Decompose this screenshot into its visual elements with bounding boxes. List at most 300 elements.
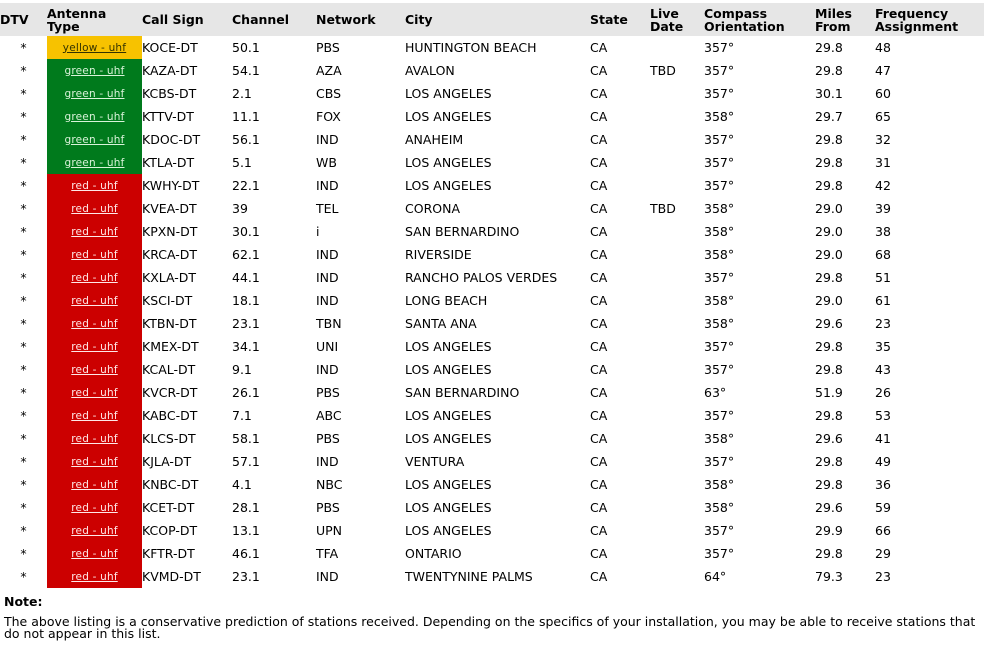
cell-network: IND <box>316 454 339 469</box>
cell-compass-orientation: 357° <box>704 40 735 55</box>
cell-antenna-type <box>47 59 142 82</box>
cell-antenna-type <box>47 565 142 588</box>
cell-live-date <box>650 174 704 197</box>
stations-table <box>0 3 984 588</box>
cell-miles-from: 79.3 <box>815 569 843 584</box>
cell-dtv: * <box>20 201 27 216</box>
table-row <box>0 174 984 197</box>
cell-call-sign: KCAL-DT <box>142 362 196 377</box>
cell-live-date <box>650 473 704 496</box>
cell-live-date <box>650 220 704 243</box>
cell-call-sign: KTBN-DT <box>142 316 197 331</box>
cell-channel: 54.1 <box>232 63 260 78</box>
cell-channel: 57.1 <box>232 454 260 469</box>
cell-city: SAN BERNARDINO <box>405 224 520 239</box>
cell-antenna-type <box>47 105 142 128</box>
cell-frequency-assignment: 23 <box>875 569 891 584</box>
cell-live-date <box>650 542 704 565</box>
cell-antenna-type <box>47 381 142 404</box>
antenna-type-link[interactable]: red - uhf <box>71 547 118 560</box>
cell-network: TBN <box>316 316 342 331</box>
cell-state: CA <box>590 40 608 55</box>
cell-network: FOX <box>316 109 341 124</box>
cell-antenna-type <box>47 151 142 174</box>
table-row <box>0 519 984 542</box>
cell-live-date <box>650 105 704 128</box>
cell-network: TEL <box>316 201 339 216</box>
cell-network: AZA <box>316 63 342 78</box>
cell-state: CA <box>590 454 608 469</box>
cell-dtv: * <box>20 362 27 377</box>
cell-state: CA <box>590 63 608 78</box>
header-state: State <box>590 3 650 36</box>
cell-call-sign: KCET-DT <box>142 500 195 515</box>
cell-channel: 56.1 <box>232 132 260 147</box>
cell-frequency-assignment: 32 <box>875 132 891 147</box>
header-network: Network <box>316 3 405 36</box>
table-row <box>0 36 984 59</box>
cell-live-date <box>650 496 704 519</box>
antenna-type-link[interactable]: red - uhf <box>71 294 118 307</box>
antenna-type-link[interactable]: green - uhf <box>64 156 125 169</box>
cell-state: CA <box>590 178 608 193</box>
cell-frequency-assignment: 61 <box>875 293 891 308</box>
cell-frequency-assignment: 39 <box>875 201 891 216</box>
cell-channel: 39 <box>232 201 248 216</box>
cell-compass-orientation: 357° <box>704 155 735 170</box>
cell-antenna-type <box>47 312 142 335</box>
antenna-type-link[interactable]: green - uhf <box>64 87 125 100</box>
cell-channel: 18.1 <box>232 293 260 308</box>
table-row <box>0 404 984 427</box>
header-miles-from: Miles From <box>815 3 875 36</box>
table-row <box>0 496 984 519</box>
cell-frequency-assignment: 59 <box>875 500 891 515</box>
cell-compass-orientation: 358° <box>704 431 735 446</box>
cell-state: CA <box>590 431 608 446</box>
header-row <box>0 3 984 36</box>
table-row <box>0 312 984 335</box>
cell-live-date <box>650 243 704 266</box>
cell-miles-from: 29.0 <box>815 224 843 239</box>
cell-frequency-assignment: 68 <box>875 247 891 262</box>
header-antenna-type: Antenna Type <box>47 3 142 36</box>
cell-call-sign: KAZA-DT <box>142 63 198 78</box>
cell-channel: 4.1 <box>232 477 252 492</box>
cell-frequency-assignment: 23 <box>875 316 891 331</box>
cell-dtv: * <box>20 569 27 584</box>
cell-channel: 34.1 <box>232 339 260 354</box>
table-row <box>0 542 984 565</box>
cell-state: CA <box>590 362 608 377</box>
cell-network: IND <box>316 270 339 285</box>
cell-dtv: * <box>20 63 27 78</box>
cell-frequency-assignment: 49 <box>875 454 891 469</box>
cell-call-sign: KCBS-DT <box>142 86 197 101</box>
cell-city: RIVERSIDE <box>405 247 472 262</box>
cell-frequency-assignment: 65 <box>875 109 891 124</box>
header-dtv: DTV <box>0 3 47 36</box>
cell-antenna-type <box>47 82 142 105</box>
header-city: City <box>405 3 590 36</box>
antenna-type-link[interactable]: red - uhf <box>71 478 118 491</box>
cell-miles-from: 29.8 <box>815 546 843 561</box>
antenna-type-link[interactable]: green - uhf <box>64 110 125 123</box>
cell-state: CA <box>590 316 608 331</box>
cell-network: NBC <box>316 477 343 492</box>
cell-miles-from: 29.8 <box>815 477 843 492</box>
cell-network: CBS <box>316 86 342 101</box>
cell-dtv: * <box>20 408 27 423</box>
cell-network: i <box>316 224 320 239</box>
cell-network: IND <box>316 569 339 584</box>
cell-dtv: * <box>20 431 27 446</box>
cell-miles-from: 29.6 <box>815 431 843 446</box>
antenna-type-link[interactable]: red - uhf <box>71 524 118 537</box>
cell-dtv: * <box>20 247 27 262</box>
cell-city: LOS ANGELES <box>405 109 492 124</box>
cell-live-date <box>650 82 704 105</box>
cell-network: IND <box>316 178 339 193</box>
antenna-type-link[interactable]: red - uhf <box>71 179 118 192</box>
cell-miles-from: 29.8 <box>815 132 843 147</box>
cell-dtv: * <box>20 224 27 239</box>
cell-live-date <box>650 36 704 59</box>
cell-dtv: * <box>20 293 27 308</box>
antenna-type-link[interactable]: red - uhf <box>71 386 118 399</box>
cell-call-sign: KPXN-DT <box>142 224 198 239</box>
cell-compass-orientation: 358° <box>704 224 735 239</box>
cell-miles-from: 29.0 <box>815 201 843 216</box>
cell-network: UPN <box>316 523 343 538</box>
table-row <box>0 82 984 105</box>
station-rows <box>0 36 984 588</box>
cell-city: LONG BEACH <box>405 293 488 308</box>
cell-city: LOS ANGELES <box>405 477 492 492</box>
cell-compass-orientation: 358° <box>704 500 735 515</box>
cell-city: LOS ANGELES <box>405 362 492 377</box>
cell-compass-orientation: 358° <box>704 201 735 216</box>
cell-frequency-assignment: 38 <box>875 224 891 239</box>
cell-call-sign: KTTV-DT <box>142 109 194 124</box>
antenna-type-link[interactable]: red - uhf <box>71 501 118 514</box>
cell-call-sign: KVMD-DT <box>142 569 201 584</box>
cell-miles-from: 29.8 <box>815 362 843 377</box>
cell-call-sign: KMEX-DT <box>142 339 199 354</box>
cell-call-sign: KCOP-DT <box>142 523 198 538</box>
cell-city: RANCHO PALOS VERDES <box>405 270 558 285</box>
cell-network: IND <box>316 293 339 308</box>
cell-antenna-type <box>47 450 142 473</box>
cell-miles-from: 29.8 <box>815 40 843 55</box>
cell-state: CA <box>590 477 608 492</box>
note-heading: Note: <box>4 594 43 609</box>
table-row <box>0 473 984 496</box>
cell-dtv: * <box>20 155 27 170</box>
cell-dtv: * <box>20 270 27 285</box>
cell-city: SANTA ANA <box>405 316 477 331</box>
antenna-type-link[interactable]: yellow - uhf <box>62 41 127 54</box>
cell-call-sign: KDOC-DT <box>142 132 201 147</box>
cell-network: IND <box>316 247 339 262</box>
cell-dtv: * <box>20 316 27 331</box>
cell-call-sign: KVCR-DT <box>142 385 198 400</box>
cell-channel: 26.1 <box>232 385 260 400</box>
cell-call-sign: KWHY-DT <box>142 178 200 193</box>
cell-antenna-type <box>47 289 142 312</box>
cell-state: CA <box>590 523 608 538</box>
cell-channel: 50.1 <box>232 40 260 55</box>
antenna-type-link[interactable]: green - uhf <box>64 64 125 77</box>
cell-state: CA <box>590 569 608 584</box>
cell-state: CA <box>590 270 608 285</box>
antenna-type-link[interactable]: red - uhf <box>71 363 118 376</box>
cell-antenna-type <box>47 496 142 519</box>
cell-antenna-type <box>47 519 142 542</box>
cell-state: CA <box>590 224 608 239</box>
antenna-type-link[interactable]: red - uhf <box>71 340 118 353</box>
cell-live-date <box>650 565 704 588</box>
cell-network: ABC <box>316 408 342 423</box>
cell-channel: 28.1 <box>232 500 260 515</box>
cell-call-sign: KABC-DT <box>142 408 198 423</box>
cell-state: CA <box>590 500 608 515</box>
cell-channel: 11.1 <box>232 109 260 124</box>
cell-live-date <box>650 358 704 381</box>
cell-compass-orientation: 358° <box>704 109 735 124</box>
cell-frequency-assignment: 43 <box>875 362 891 377</box>
cell-compass-orientation: 358° <box>704 293 735 308</box>
cell-miles-from: 29.8 <box>815 454 843 469</box>
header-live-date: Live Date <box>650 3 704 36</box>
header-compass-orientation: Compass Orientation <box>704 3 815 36</box>
cell-antenna-type <box>47 473 142 496</box>
cell-miles-from: 29.8 <box>815 178 843 193</box>
cell-city: AVALON <box>405 63 455 78</box>
cell-city: CORONA <box>405 201 460 216</box>
cell-frequency-assignment: 53 <box>875 408 891 423</box>
cell-compass-orientation: 64° <box>704 569 727 584</box>
cell-antenna-type <box>47 335 142 358</box>
cell-network: PBS <box>316 431 340 446</box>
cell-state: CA <box>590 201 608 216</box>
cell-live-date: TBD <box>650 63 676 78</box>
cell-city: VENTURA <box>405 454 465 469</box>
cell-live-date <box>650 289 704 312</box>
cell-network: IND <box>316 132 339 147</box>
cell-miles-from: 30.1 <box>815 86 843 101</box>
cell-state: CA <box>590 339 608 354</box>
antenna-type-link[interactable]: red - uhf <box>71 432 118 445</box>
cell-compass-orientation: 357° <box>704 408 735 423</box>
cell-network: PBS <box>316 40 340 55</box>
header-frequency-assignment: Frequency Assignment <box>875 3 984 36</box>
cell-dtv: * <box>20 86 27 101</box>
cell-antenna-type <box>47 128 142 151</box>
cell-call-sign: KXLA-DT <box>142 270 197 285</box>
cell-channel: 23.1 <box>232 569 260 584</box>
cell-antenna-type <box>47 36 142 59</box>
table-row <box>0 358 984 381</box>
table-row <box>0 59 984 82</box>
antenna-type-link[interactable]: red - uhf <box>71 317 118 330</box>
cell-call-sign: KOCE-DT <box>142 40 198 55</box>
cell-miles-from: 29.6 <box>815 316 843 331</box>
cell-live-date <box>650 151 704 174</box>
cell-state: CA <box>590 247 608 262</box>
cell-channel: 22.1 <box>232 178 260 193</box>
cell-compass-orientation: 357° <box>704 339 735 354</box>
antenna-type-link[interactable]: red - uhf <box>71 202 118 215</box>
cell-frequency-assignment: 47 <box>875 63 891 78</box>
cell-miles-from: 29.9 <box>815 523 843 538</box>
cell-city: LOS ANGELES <box>405 178 492 193</box>
cell-channel: 5.1 <box>232 155 252 170</box>
cell-frequency-assignment: 36 <box>875 477 891 492</box>
cell-live-date <box>650 381 704 404</box>
cell-city: LOS ANGELES <box>405 431 492 446</box>
cell-city: HUNTINGTON BEACH <box>405 40 537 55</box>
cell-frequency-assignment: 26 <box>875 385 891 400</box>
cell-miles-from: 29.0 <box>815 293 843 308</box>
cell-antenna-type <box>47 427 142 450</box>
cell-antenna-type <box>47 266 142 289</box>
cell-state: CA <box>590 109 608 124</box>
cell-frequency-assignment: 35 <box>875 339 891 354</box>
table-row <box>0 450 984 473</box>
cell-city: LOS ANGELES <box>405 155 492 170</box>
note-text: The above listing is a conservative prediction of stations received. Depending on the specifics of your installation, you may be able to receive stations that do not appear in this list. <box>4 614 976 641</box>
cell-city: LOS ANGELES <box>405 86 492 101</box>
cell-city: ANAHEIM <box>405 132 464 147</box>
cell-live-date <box>650 427 704 450</box>
cell-dtv: * <box>20 477 27 492</box>
cell-antenna-type <box>47 542 142 565</box>
cell-state: CA <box>590 408 608 423</box>
cell-miles-from: 29.7 <box>815 109 843 124</box>
cell-city: LOS ANGELES <box>405 500 492 515</box>
cell-compass-orientation: 357° <box>704 546 735 561</box>
cell-channel: 7.1 <box>232 408 252 423</box>
cell-state: CA <box>590 132 608 147</box>
cell-channel: 13.1 <box>232 523 260 538</box>
cell-miles-from: 29.8 <box>815 63 843 78</box>
cell-frequency-assignment: 66 <box>875 523 891 538</box>
cell-frequency-assignment: 48 <box>875 40 891 55</box>
cell-miles-from: 51.9 <box>815 385 843 400</box>
cell-live-date <box>650 266 704 289</box>
cell-miles-from: 29.8 <box>815 408 843 423</box>
cell-frequency-assignment: 31 <box>875 155 891 170</box>
cell-state: CA <box>590 86 608 101</box>
cell-city: TWENTYNINE PALMS <box>405 569 533 584</box>
cell-live-date <box>650 335 704 358</box>
table-row <box>0 151 984 174</box>
cell-dtv: * <box>20 500 27 515</box>
cell-dtv: * <box>20 132 27 147</box>
cell-dtv: * <box>20 385 27 400</box>
cell-live-date <box>650 519 704 542</box>
cell-dtv: * <box>20 40 27 55</box>
cell-call-sign: KRCA-DT <box>142 247 198 262</box>
cell-city: ONTARIO <box>405 546 462 561</box>
header-channel: Channel <box>232 3 316 36</box>
cell-compass-orientation: 357° <box>704 86 735 101</box>
antenna-type-link[interactable]: red - uhf <box>71 570 118 583</box>
cell-call-sign: KSCI-DT <box>142 293 193 308</box>
cell-state: CA <box>590 155 608 170</box>
table-row <box>0 289 984 312</box>
cell-antenna-type <box>47 197 142 220</box>
cell-antenna-type <box>47 358 142 381</box>
cell-city: SAN BERNARDINO <box>405 385 520 400</box>
cell-channel: 23.1 <box>232 316 260 331</box>
cell-channel: 9.1 <box>232 362 252 377</box>
cell-network: PBS <box>316 500 340 515</box>
cell-call-sign: KJLA-DT <box>142 454 192 469</box>
cell-frequency-assignment: 41 <box>875 431 891 446</box>
antenna-type-link[interactable]: red - uhf <box>71 225 118 238</box>
cell-state: CA <box>590 385 608 400</box>
header-call-sign: Call Sign <box>142 3 232 36</box>
cell-frequency-assignment: 42 <box>875 178 891 193</box>
cell-state: CA <box>590 293 608 308</box>
antenna-type-link[interactable]: red - uhf <box>71 455 118 468</box>
table-row <box>0 381 984 404</box>
cell-dtv: * <box>20 454 27 469</box>
antenna-type-link[interactable]: green - uhf <box>64 133 125 146</box>
cell-frequency-assignment: 51 <box>875 270 891 285</box>
cell-live-date <box>650 404 704 427</box>
cell-channel: 30.1 <box>232 224 260 239</box>
cell-compass-orientation: 357° <box>704 362 735 377</box>
cell-compass-orientation: 358° <box>704 477 735 492</box>
cell-compass-orientation: 357° <box>704 63 735 78</box>
cell-dtv: * <box>20 109 27 124</box>
antenna-type-link[interactable]: red - uhf <box>71 248 118 261</box>
table-row <box>0 243 984 266</box>
cell-compass-orientation: 357° <box>704 178 735 193</box>
cell-call-sign: KNBC-DT <box>142 477 199 492</box>
cell-frequency-assignment: 60 <box>875 86 891 101</box>
cell-dtv: * <box>20 546 27 561</box>
cell-city: LOS ANGELES <box>405 339 492 354</box>
cell-compass-orientation: 357° <box>704 132 735 147</box>
cell-compass-orientation: 357° <box>704 270 735 285</box>
cell-live-date <box>650 312 704 335</box>
cell-city: LOS ANGELES <box>405 523 492 538</box>
cell-channel: 2.1 <box>232 86 252 101</box>
cell-channel: 58.1 <box>232 431 260 446</box>
antenna-type-link[interactable]: red - uhf <box>71 271 118 284</box>
cell-miles-from: 29.0 <box>815 247 843 262</box>
cell-compass-orientation: 358° <box>704 316 735 331</box>
table-row <box>0 128 984 151</box>
cell-antenna-type <box>47 174 142 197</box>
antenna-type-link[interactable]: red - uhf <box>71 409 118 422</box>
cell-miles-from: 29.6 <box>815 500 843 515</box>
cell-dtv: * <box>20 339 27 354</box>
cell-network: WB <box>316 155 337 170</box>
cell-state: CA <box>590 546 608 561</box>
cell-network: PBS <box>316 385 340 400</box>
cell-compass-orientation: 358° <box>704 247 735 262</box>
cell-compass-orientation: 357° <box>704 454 735 469</box>
cell-city: LOS ANGELES <box>405 408 492 423</box>
cell-compass-orientation: 63° <box>704 385 727 400</box>
cell-miles-from: 29.8 <box>815 270 843 285</box>
cell-live-date <box>650 128 704 151</box>
